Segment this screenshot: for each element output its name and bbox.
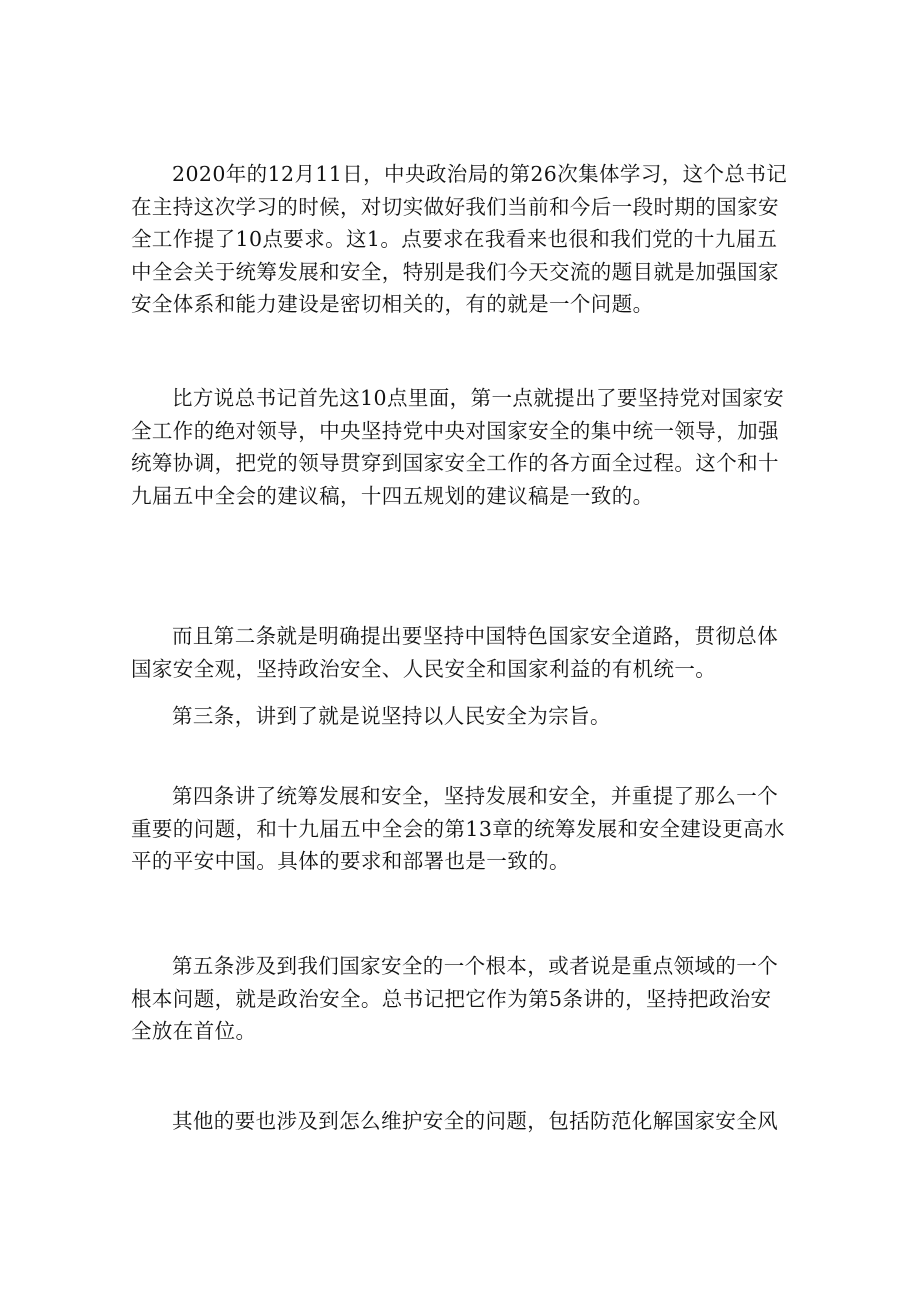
paragraph-2: 比方说总书记首先这10点里面，第一点就提出了要坚持党对国家安全工作的绝对领导，中央坚持党中央对国家安全的集中统一领导，加强统筹协调，把党的领导贯穿到国家安全工作的各方面全过程。这个和十九届五中全会的建议稿，十四五规划的建议稿是一致的。 [131,386,785,508]
paragraph-5: 第四条讲了统筹发展和安全，坚持发展和安全，并重提了那么一个重要的问题，和十九届五中全会的第13章的统筹发展和安全建设更高水平的平安中国。具体的要求和部署也是一致的。 [131,784,785,873]
paragraph-4: 第三条，讲到了就是说坚持以人民安全为宗旨。 [172,704,611,728]
paragraph-6: 第五条涉及到我们国家安全的一个根本，或者说是重点领域的一个根本问题，就是政治安全。总书记把它作为第5条讲的，坚持把政治安全放在首位。 [131,954,779,1043]
paragraph-1: 2020年的12月11日，中央政治局的第26次集体学习，这个总书记在主持这次学习的时候，对切实做好我们当前和今后一段时期的国家安全工作提了10点要求。这1。点要求在我看来也很和我们党的十九届五中全会关于统筹发展和安全，特别是我们今天交流的题目就是加强国家安全体系和能力建设是密切相关的，有的就是一个问题。 [131,162,788,316]
paragraph-3: 而且第二条就是明确提出要坚持中国特色国家安全道路，贯彻总体国家安全观，坚持政治安全、人民安全和国家利益的有机统一。 [131,624,779,681]
paragraph-7: 其他的要也涉及到怎么维护安全的问题，包括防范化解国家安全风 [172,1109,779,1133]
